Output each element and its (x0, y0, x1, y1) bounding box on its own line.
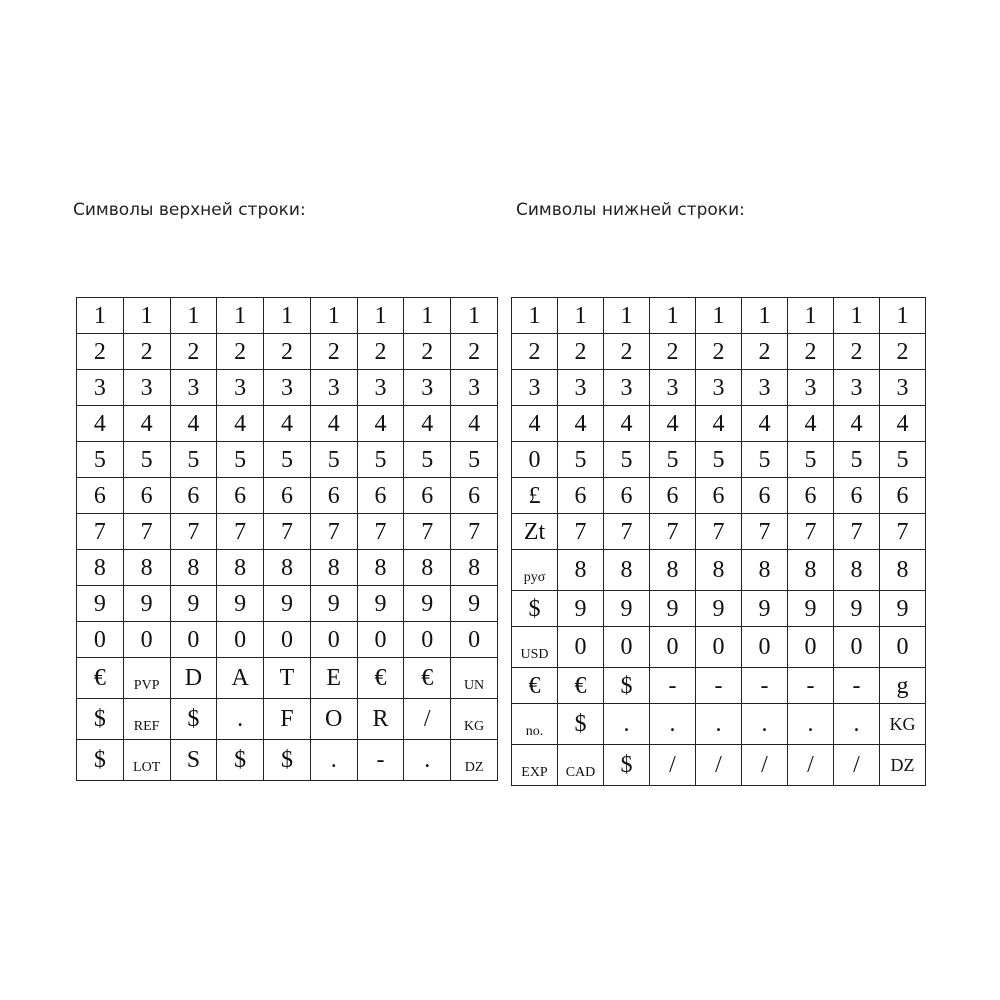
upper-symbol-cell: 5 (357, 442, 404, 478)
upper-symbol-cell: 1 (77, 298, 124, 334)
lower-symbol-cell: 2 (880, 334, 926, 370)
lower-symbol-cell: 4 (604, 406, 650, 442)
upper-symbol-cell: PVP (123, 658, 170, 699)
upper-table-row (77, 406, 498, 442)
upper-symbol-cell: 7 (217, 514, 264, 550)
upper-symbol-cell: 9 (77, 586, 124, 622)
lower-symbol-cell: 2 (788, 334, 834, 370)
upper-symbol-cell: . (404, 740, 451, 781)
upper-symbol-cell: 1 (404, 298, 451, 334)
upper-symbol-cell: 7 (357, 514, 404, 550)
lower-symbol-cell: 6 (604, 478, 650, 514)
upper-symbol-cell: 6 (77, 478, 124, 514)
upper-symbol-cell: 1 (170, 298, 217, 334)
lower-table-row (512, 627, 926, 668)
lower-symbol-cell: 0 (788, 627, 834, 668)
lower-symbol-cell: . (650, 704, 696, 745)
lower-table-row (512, 298, 926, 334)
upper-table-row (77, 740, 498, 781)
upper-symbol-cell: 6 (170, 478, 217, 514)
upper-symbol-cell: $ (170, 699, 217, 740)
upper-table-row (77, 334, 498, 370)
upper-symbol-cell: 6 (357, 478, 404, 514)
upper-symbol-cell: 0 (357, 622, 404, 658)
upper-symbol-cell: 4 (170, 406, 217, 442)
lower-symbol-cell: 0 (834, 627, 880, 668)
upper-symbol-cell: 0 (404, 622, 451, 658)
upper-symbol-cell: 3 (404, 370, 451, 406)
upper-symbol-cell: R (357, 699, 404, 740)
lower-symbol-cell: 9 (604, 591, 650, 627)
upper-table-row (77, 442, 498, 478)
lower-symbol-cell: 5 (650, 442, 696, 478)
upper-symbol-cell: 9 (217, 586, 264, 622)
upper-symbol-cell: 7 (264, 514, 311, 550)
upper-symbol-cell: 5 (451, 442, 498, 478)
lower-table-row (512, 406, 926, 442)
upper-symbol-cell: KG (451, 699, 498, 740)
lower-symbol-cell: 4 (834, 406, 880, 442)
lower-symbol-cell: 0 (558, 627, 604, 668)
lower-symbol-cell: USD (512, 627, 558, 668)
lower-symbol-cell: $ (604, 745, 650, 786)
lower-symbol-cell: 6 (788, 478, 834, 514)
lower-symbol-cell: no. (512, 704, 558, 745)
lower-symbol-cell: 1 (604, 298, 650, 334)
upper-symbol-cell: / (404, 699, 451, 740)
lower-symbol-cell: € (558, 668, 604, 704)
upper-symbol-cell: 1 (123, 298, 170, 334)
lower-symbol-cell: 4 (788, 406, 834, 442)
lower-symbol-cell: 3 (512, 370, 558, 406)
upper-symbol-cell: 5 (404, 442, 451, 478)
lower-symbol-cell: 7 (742, 514, 788, 550)
lower-table-row (512, 442, 926, 478)
upper-symbol-cell: 0 (170, 622, 217, 658)
upper-symbol-cell: 2 (264, 334, 311, 370)
upper-symbol-cell: 9 (264, 586, 311, 622)
upper-symbol-cell: 8 (451, 550, 498, 586)
lower-symbol-cell: 2 (742, 334, 788, 370)
lower-symbol-cell: 4 (696, 406, 742, 442)
upper-symbol-cell: 6 (123, 478, 170, 514)
upper-symbol-cell: 1 (217, 298, 264, 334)
lower-symbol-cell: / (788, 745, 834, 786)
upper-symbol-cell: 2 (170, 334, 217, 370)
upper-symbol-cell: 5 (264, 442, 311, 478)
upper-symbol-cell: F (264, 699, 311, 740)
lower-symbol-cell: - (788, 668, 834, 704)
lower-symbol-cell: 1 (650, 298, 696, 334)
upper-symbol-cell: 0 (264, 622, 311, 658)
lower-symbol-cell: 2 (512, 334, 558, 370)
upper-symbol-cell: 5 (77, 442, 124, 478)
upper-table-row (77, 550, 498, 586)
upper-symbol-cell: S (170, 740, 217, 781)
lower-symbol-cell: 5 (558, 442, 604, 478)
upper-symbol-cell: 1 (357, 298, 404, 334)
lower-symbol-cell: EXP (512, 745, 558, 786)
lower-table-row (512, 704, 926, 745)
upper-symbol-cell: 5 (310, 442, 357, 478)
lower-symbol-cell: 7 (650, 514, 696, 550)
upper-table-row (77, 699, 498, 740)
upper-symbol-cell: 2 (404, 334, 451, 370)
lower-symbol-cell: 4 (650, 406, 696, 442)
upper-symbol-cell: 1 (451, 298, 498, 334)
lower-symbol-cell: 0 (880, 627, 926, 668)
lower-table-row (512, 334, 926, 370)
lower-symbol-cell: 9 (558, 591, 604, 627)
upper-symbol-cell: REF (123, 699, 170, 740)
upper-symbol-cell: UN (451, 658, 498, 699)
upper-symbol-cell: 8 (170, 550, 217, 586)
upper-symbol-cell: 7 (123, 514, 170, 550)
lower-symbol-cell: 5 (604, 442, 650, 478)
lower-symbol-cell: - (834, 668, 880, 704)
lower-symbol-cell: 5 (696, 442, 742, 478)
upper-row-symbols-table (76, 297, 498, 781)
upper-symbol-cell: 5 (217, 442, 264, 478)
lower-symbol-cell: 5 (880, 442, 926, 478)
lower-symbol-cell: 6 (880, 478, 926, 514)
lower-symbol-cell: 0 (742, 627, 788, 668)
lower-symbol-cell: $ (558, 704, 604, 745)
lower-symbol-cell: 1 (512, 298, 558, 334)
upper-symbol-cell: 2 (217, 334, 264, 370)
lower-symbol-cell: 3 (834, 370, 880, 406)
upper-symbol-cell: 2 (310, 334, 357, 370)
lower-symbol-cell: 1 (696, 298, 742, 334)
upper-table-row (77, 514, 498, 550)
upper-symbol-cell: 8 (77, 550, 124, 586)
upper-symbol-cell: 0 (451, 622, 498, 658)
lower-symbol-cell: € (512, 668, 558, 704)
lower-symbol-cell: 8 (742, 550, 788, 591)
lower-symbol-cell: 9 (742, 591, 788, 627)
lower-symbol-cell: 5 (788, 442, 834, 478)
upper-symbol-cell: € (404, 658, 451, 699)
upper-symbol-cell: 4 (123, 406, 170, 442)
lower-table-row (512, 370, 926, 406)
upper-symbol-cell: 6 (264, 478, 311, 514)
lower-symbol-cell: 0 (696, 627, 742, 668)
upper-symbol-cell: 8 (217, 550, 264, 586)
lower-symbol-cell: 6 (558, 478, 604, 514)
lower-symbol-cell: pyσ (512, 550, 558, 591)
lower-symbol-cell: - (696, 668, 742, 704)
lower-symbol-cell: 1 (834, 298, 880, 334)
upper-symbol-cell: 7 (310, 514, 357, 550)
lower-symbol-cell: 2 (604, 334, 650, 370)
lower-symbol-cell: 4 (512, 406, 558, 442)
lower-symbol-cell: 0 (512, 442, 558, 478)
lower-symbol-cell: 6 (834, 478, 880, 514)
lower-symbol-cell: 2 (696, 334, 742, 370)
lower-row-heading: Символы нижней строки: (516, 200, 745, 220)
lower-table-row (512, 514, 926, 550)
upper-symbol-cell: 4 (310, 406, 357, 442)
upper-symbol-cell: D (170, 658, 217, 699)
lower-symbol-cell: 9 (650, 591, 696, 627)
upper-symbol-cell: 0 (77, 622, 124, 658)
upper-symbol-cell: 4 (264, 406, 311, 442)
upper-symbol-cell: DZ (451, 740, 498, 781)
lower-symbol-cell: 9 (788, 591, 834, 627)
lower-symbol-cell: $ (512, 591, 558, 627)
lower-symbol-cell: 5 (742, 442, 788, 478)
lower-symbol-cell: 6 (742, 478, 788, 514)
lower-symbol-cell: 0 (604, 627, 650, 668)
upper-symbol-cell: 4 (217, 406, 264, 442)
upper-symbol-cell: 8 (123, 550, 170, 586)
lower-symbol-cell: 5 (834, 442, 880, 478)
lower-table-row (512, 745, 926, 786)
upper-symbol-cell: $ (264, 740, 311, 781)
lower-symbol-cell: 7 (788, 514, 834, 550)
lower-symbol-cell: Zt (512, 514, 558, 550)
upper-symbol-cell: 5 (123, 442, 170, 478)
upper-table-row (77, 370, 498, 406)
lower-symbol-cell: 3 (604, 370, 650, 406)
lower-symbol-cell: 6 (696, 478, 742, 514)
lower-symbol-cell: 1 (742, 298, 788, 334)
upper-table-row (77, 658, 498, 699)
lower-symbol-cell: 8 (696, 550, 742, 591)
lower-symbol-cell: 8 (604, 550, 650, 591)
upper-symbol-cell: 0 (310, 622, 357, 658)
lower-symbol-cell: 3 (742, 370, 788, 406)
upper-symbol-cell: 6 (404, 478, 451, 514)
upper-table-row (77, 622, 498, 658)
lower-symbol-cell: 8 (650, 550, 696, 591)
lower-table-row (512, 591, 926, 627)
upper-symbol-cell: 0 (123, 622, 170, 658)
upper-symbol-cell: LOT (123, 740, 170, 781)
upper-symbol-cell: 3 (264, 370, 311, 406)
upper-symbol-cell: 7 (77, 514, 124, 550)
lower-symbol-cell: 2 (834, 334, 880, 370)
upper-symbol-cell: 9 (123, 586, 170, 622)
lower-symbol-cell: - (650, 668, 696, 704)
upper-symbol-cell: 3 (451, 370, 498, 406)
lower-symbol-cell: 1 (880, 298, 926, 334)
lower-symbol-cell: DZ (880, 745, 926, 786)
lower-symbol-cell: 6 (650, 478, 696, 514)
upper-symbol-cell: 2 (451, 334, 498, 370)
lower-symbol-cell: 7 (558, 514, 604, 550)
upper-symbol-cell: 8 (310, 550, 357, 586)
upper-symbol-cell: 7 (170, 514, 217, 550)
upper-symbol-cell: € (77, 658, 124, 699)
lower-table-row (512, 550, 926, 591)
upper-symbol-cell: . (217, 699, 264, 740)
lower-symbol-cell: 3 (696, 370, 742, 406)
lower-symbol-cell: 9 (696, 591, 742, 627)
lower-symbol-cell: 0 (650, 627, 696, 668)
upper-symbol-cell: 5 (170, 442, 217, 478)
lower-symbol-cell: 7 (880, 514, 926, 550)
lower-symbol-cell: 3 (880, 370, 926, 406)
lower-symbol-cell: / (834, 745, 880, 786)
lower-symbol-cell: 9 (880, 591, 926, 627)
lower-symbol-cell: KG (880, 704, 926, 745)
upper-symbol-cell: 4 (451, 406, 498, 442)
lower-symbol-cell: . (788, 704, 834, 745)
lower-table-row (512, 668, 926, 704)
lower-symbol-cell: 3 (558, 370, 604, 406)
lower-symbol-cell: . (604, 704, 650, 745)
upper-symbol-cell: 1 (310, 298, 357, 334)
lower-symbol-cell: 4 (742, 406, 788, 442)
upper-symbol-cell: 4 (77, 406, 124, 442)
lower-symbol-cell: . (834, 704, 880, 745)
upper-symbol-cell: 3 (77, 370, 124, 406)
upper-symbol-cell: 3 (310, 370, 357, 406)
upper-symbol-cell: 9 (170, 586, 217, 622)
upper-symbol-cell: 7 (451, 514, 498, 550)
upper-symbol-cell: 2 (123, 334, 170, 370)
upper-symbol-cell: 3 (123, 370, 170, 406)
upper-symbol-cell: € (357, 658, 404, 699)
lower-symbol-cell: $ (604, 668, 650, 704)
lower-symbol-cell: g (880, 668, 926, 704)
lower-table-row (512, 478, 926, 514)
lower-symbol-cell: 7 (834, 514, 880, 550)
lower-symbol-cell: £ (512, 478, 558, 514)
lower-symbol-cell: . (696, 704, 742, 745)
lower-symbol-cell: 4 (558, 406, 604, 442)
lower-symbol-cell: / (742, 745, 788, 786)
lower-symbol-cell: 7 (604, 514, 650, 550)
upper-symbol-cell: 4 (404, 406, 451, 442)
lower-symbol-cell: 2 (558, 334, 604, 370)
lower-symbol-cell: / (650, 745, 696, 786)
upper-symbol-cell: 2 (77, 334, 124, 370)
upper-symbol-cell: 8 (357, 550, 404, 586)
upper-symbol-cell: 3 (170, 370, 217, 406)
upper-symbol-cell: 1 (264, 298, 311, 334)
lower-symbol-cell: 2 (650, 334, 696, 370)
lower-symbol-cell: 7 (696, 514, 742, 550)
upper-symbol-cell: 0 (217, 622, 264, 658)
upper-symbol-cell: T (264, 658, 311, 699)
upper-symbol-cell: $ (77, 699, 124, 740)
lower-symbol-cell: 8 (788, 550, 834, 591)
upper-table-row (77, 478, 498, 514)
lower-symbol-cell: CAD (558, 745, 604, 786)
upper-symbol-cell: O (310, 699, 357, 740)
upper-symbol-cell: 9 (310, 586, 357, 622)
lower-symbol-cell: 3 (650, 370, 696, 406)
upper-symbol-cell: 6 (310, 478, 357, 514)
lower-symbol-cell: 1 (788, 298, 834, 334)
lower-symbol-cell: 1 (558, 298, 604, 334)
lower-symbol-cell: 8 (880, 550, 926, 591)
lower-symbol-cell: - (742, 668, 788, 704)
upper-symbol-cell: 9 (404, 586, 451, 622)
upper-symbol-cell: A (217, 658, 264, 699)
upper-symbol-cell: 9 (451, 586, 498, 622)
upper-symbol-cell: 3 (357, 370, 404, 406)
lower-symbol-cell: 8 (558, 550, 604, 591)
upper-symbol-cell: 3 (217, 370, 264, 406)
upper-symbol-cell: $ (217, 740, 264, 781)
upper-symbol-cell: - (357, 740, 404, 781)
upper-table-row (77, 586, 498, 622)
upper-symbol-cell: $ (77, 740, 124, 781)
upper-row-heading: Символы верхней строки: (73, 200, 306, 220)
lower-symbol-cell: 8 (834, 550, 880, 591)
upper-symbol-cell: 2 (357, 334, 404, 370)
upper-symbol-cell: 4 (357, 406, 404, 442)
lower-symbol-cell: . (742, 704, 788, 745)
upper-table-row (77, 298, 498, 334)
upper-symbol-cell: 9 (357, 586, 404, 622)
lower-symbol-cell: 9 (834, 591, 880, 627)
lower-row-symbols-table (511, 297, 926, 786)
upper-symbol-cell: . (310, 740, 357, 781)
lower-symbol-cell: 3 (788, 370, 834, 406)
upper-symbol-cell: 6 (217, 478, 264, 514)
lower-symbol-cell: / (696, 745, 742, 786)
upper-symbol-cell: 6 (451, 478, 498, 514)
upper-symbol-cell: E (310, 658, 357, 699)
upper-symbol-cell: 7 (404, 514, 451, 550)
lower-symbol-cell: 4 (880, 406, 926, 442)
upper-symbol-cell: 8 (404, 550, 451, 586)
upper-symbol-cell: 8 (264, 550, 311, 586)
